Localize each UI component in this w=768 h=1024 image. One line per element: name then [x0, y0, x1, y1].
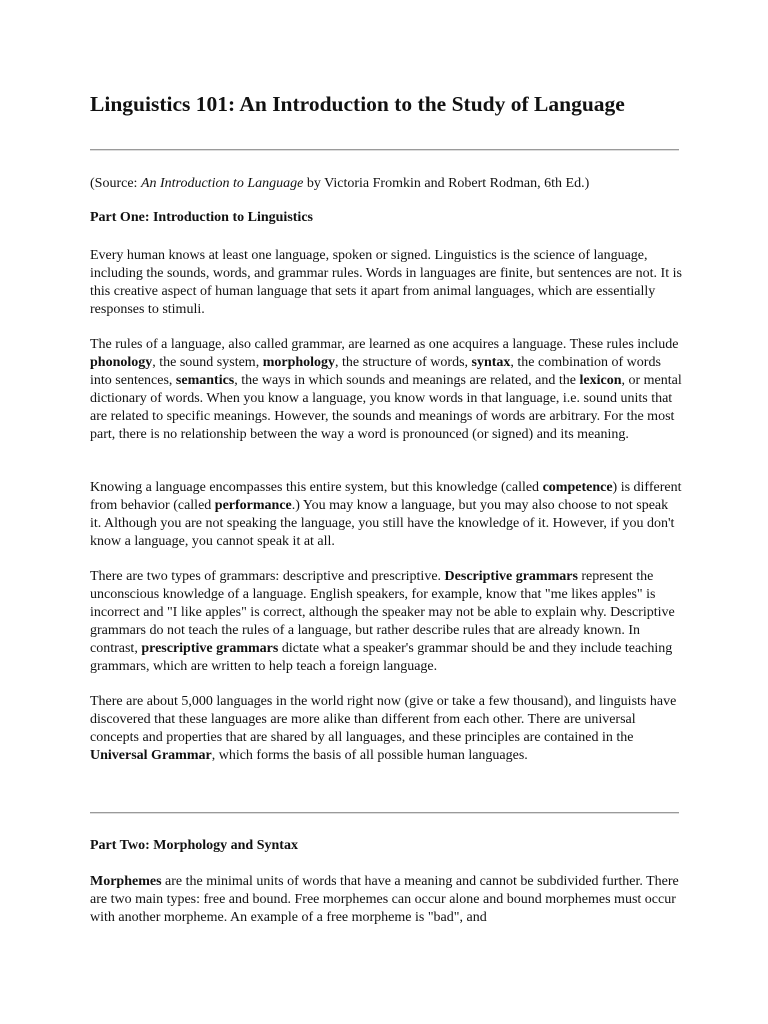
horizontal-rule — [90, 812, 679, 814]
text-run: , or mental dictionary of words. When you know a language, you know words in that language, i.e. sound units that are related to specific meanings. However, the sounds and meanings of words are arbitrary. For the most part, there is no relationship between the way a word is pronounced (or signed) and its meaning. — [90, 373, 682, 442]
text-run: , the combination of words into sentences, — [90, 355, 661, 388]
text-run: , the ways in which sounds and meanings are related, and the — [234, 373, 580, 388]
text-run: The rules of a language, also called grammar, are learned as one acquires a language. These rules include — [90, 337, 679, 352]
document-title: Linguistics 101: An Introduction to the Study of Language — [90, 92, 625, 116]
term-performance: performance — [214, 498, 292, 513]
source-suffix: by Victoria Fromkin and Robert Rodman, 6th Ed.) — [303, 176, 590, 191]
term-morphology: morphology — [262, 355, 336, 370]
paragraph: Every human knows at least one language, spoken or signed. Linguistics is the science of language, including the sounds, words, and grammar rules. Words in languages are finite, but sentences are not. It is this creative aspect of human language that sets it apart from animal languages, which are essentially responses to stimuli. — [90, 248, 682, 317]
horizontal-rule — [90, 149, 679, 151]
term-prescriptive-grammars: prescriptive grammars — [141, 641, 279, 656]
paragraph — [90, 693, 682, 765]
term-phonology: phonology — [90, 355, 153, 370]
source-book-title: An Introduction to Language — [140, 176, 304, 191]
text-run: There are about 5,000 languages in the world right now (give or take a few thousand), and linguists have discovered that these languages are more alike than different from each other. There are universal concepts and properties that are shared by all languages, and these principles are contained in the — [90, 694, 677, 745]
text-run: ) is different from behavior (called — [90, 480, 682, 513]
section-heading-part-one: Part One: Introduction to Linguistics — [90, 210, 313, 225]
text-run: There are two types of grammars: descriptive and prescriptive. — [90, 569, 445, 584]
text-run: dictate what a speaker's grammar should be and they include teaching grammars, which are written to help teach a foreign language. — [90, 641, 673, 674]
term-semantics: semantics — [175, 373, 235, 388]
text-run: , the structure of words, — [335, 355, 472, 370]
text-run: Knowing a language encompasses this entire system, but this knowledge (called — [90, 480, 543, 495]
paragraph — [90, 336, 682, 444]
term-morphemes: Morphemes — [90, 874, 162, 889]
text-run: , which forms the basis of all possible human languages. — [211, 748, 528, 763]
source-citation — [90, 175, 682, 193]
text-run: .) You may know a language, but you may also choose to not speak it. Although you are not speaking the language, you still have the knowledge of it. However, if you don't know a language, you cannot speak it at all. — [90, 498, 675, 549]
section-heading-part-two: Part Two: Morphology and Syntax — [90, 838, 298, 853]
paragraph — [90, 568, 682, 676]
paragraph — [90, 873, 682, 927]
text-run: represent the unconscious knowledge of a language. English speakers, for example, know that "me likes apples" is incorrect and "I like apples" is correct, although the speaker may not be able to explain why. Descriptive grammars do not teach the rules of a language, but rather describe rules that are already known. In contrast, — [90, 569, 675, 656]
term-universal-grammar: Universal Grammar — [90, 748, 212, 763]
term-lexicon: lexicon — [579, 373, 622, 388]
text-run: are the minimal units of words that have a meaning and cannot be subdivided further. There are two main types: free and bound. Free morphemes can occur alone and bound morphemes must occur with another morpheme. An example of a free morpheme is "bad", and — [90, 874, 679, 925]
term-descriptive-grammars: Descriptive grammars — [444, 569, 578, 584]
term-syntax: syntax — [471, 355, 511, 370]
source-prefix: (Source: — [90, 176, 141, 191]
text-run: , the sound system, — [152, 355, 263, 370]
term-competence: competence — [542, 480, 613, 495]
paragraph — [90, 479, 682, 551]
